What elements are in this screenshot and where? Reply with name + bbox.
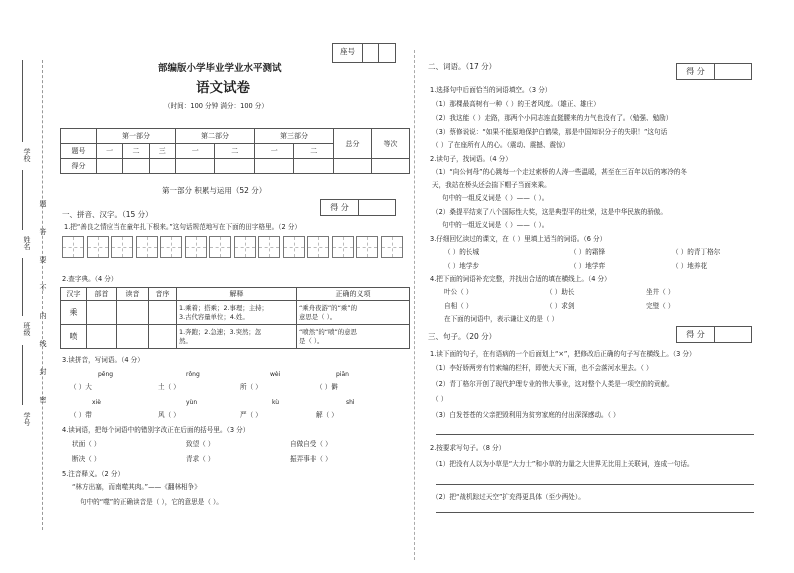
binding-blank[interactable] — [22, 258, 23, 316]
seal-warning-char: 答 — [39, 228, 47, 235]
score-cell[interactable] — [123, 159, 149, 174]
writing-grid-cell[interactable] — [209, 236, 231, 258]
score-head: 总分 — [334, 129, 372, 159]
column-divider — [414, 50, 415, 560]
binding-label-class: 班级 — [23, 322, 31, 336]
question-item: （2）我这能（ ）走路，那两个小同志连直挺腰来的力气也没有了。（勉强、勉励） — [432, 114, 673, 122]
dict-head: 部首 — [87, 288, 117, 301]
dict-char: 乘 — [61, 301, 87, 325]
meaning-line: 是（ ）。 — [299, 336, 324, 345]
binding-blank[interactable] — [22, 170, 23, 230]
score-box-value[interactable] — [715, 327, 751, 342]
part-numeral: 二 — [215, 144, 255, 159]
answer-line[interactable] — [436, 434, 754, 435]
question-text: 2.读句子，找词语。（4 分） — [430, 155, 512, 163]
writing-grid-cell[interactable] — [258, 236, 280, 258]
seat-label: 座号 — [333, 44, 363, 62]
question-text: 2.按要求写句子。（8 分） — [430, 444, 506, 452]
writing-grid-cell[interactable] — [307, 236, 329, 258]
section-heading: 一、拼音、汉字。（15 分） — [62, 210, 153, 219]
seat-cell[interactable] — [363, 44, 379, 62]
pinyin: kù — [272, 399, 280, 406]
part-numeral: 二 — [123, 144, 149, 159]
question-item: （2）桑提平结束了八个国际性大奖，这是典型平的壮荣，这是中华民族的骄傲。 — [432, 208, 667, 216]
question-item: （1）那棵最高树有一种（ ）的王者风度。（雄正、雄庄） — [432, 100, 600, 108]
score-cell[interactable] — [149, 159, 175, 174]
section-heading: 三、句子。（20 分） — [428, 332, 497, 341]
score-head: 第二部分 — [175, 129, 254, 144]
typo-item[interactable]: 自做自受（ ） — [290, 440, 332, 448]
question-text: 2.查字典。（4 分） — [62, 275, 118, 283]
typo-item[interactable]: 状面（ ） — [72, 440, 101, 448]
part-numeral: 三 — [149, 144, 175, 159]
score-cell[interactable] — [372, 159, 410, 174]
word-blank[interactable]: 严（ ） — [240, 411, 262, 419]
part-numeral: 二 — [294, 144, 334, 159]
score-summary-table — [60, 128, 410, 174]
question-item: （2）把“战机踪过天空”扩充得更具体（至少两处）。 — [432, 493, 585, 501]
score-head: 第一部分 — [97, 129, 176, 144]
question-item[interactable]: （ ） — [432, 395, 448, 403]
idiom-item[interactable]: 坐井（ ） — [646, 288, 675, 296]
score-cell[interactable] — [215, 159, 255, 174]
answer-cell[interactable] — [149, 325, 177, 349]
writing-grid-cell[interactable] — [356, 236, 378, 258]
binding-label-number: 学号 — [23, 412, 31, 426]
explanation-line: 3.古代容量单位；4.姓。 — [179, 312, 249, 321]
pinyin: yùn — [186, 399, 198, 406]
question-text: 1.选择句中后面恰当的词语填空。（3 分） — [430, 86, 552, 94]
idiom-item[interactable]: 自相（ ） — [444, 302, 473, 310]
word-blank[interactable]: （ ）大 — [70, 383, 92, 391]
seal-warning-char: 题 — [39, 200, 47, 207]
word-blank[interactable]: 土（ ） — [158, 383, 180, 391]
word-blank[interactable]: 所（ ） — [240, 383, 262, 391]
part-numeral: 一 — [254, 144, 294, 159]
answer-line[interactable] — [436, 512, 754, 513]
fill-item[interactable]: （ ）的长城 — [444, 248, 480, 256]
fill-item[interactable]: （ ）地养花 — [672, 262, 708, 270]
binding-margin — [0, 0, 50, 573]
question-item: （1）李好娇两旁有竹索编的栏杆，即使大天下雨，也不会落河水里去。（ ） — [432, 364, 653, 372]
typo-item[interactable]: 断决（ ） — [72, 455, 101, 463]
idiom-item[interactable]: 完璧（ ） — [646, 302, 675, 310]
word-blank[interactable]: 解（ ） — [316, 411, 338, 419]
word-blank[interactable]: （ ）僻 — [316, 383, 338, 391]
seal-warning-char: 不 — [39, 284, 47, 291]
question-item: （ ）了在座所有人的心。（震动、震撼、震惊） — [432, 141, 570, 149]
answer-cell[interactable] — [87, 325, 117, 349]
question-item: （1）把没有人以为小草是“大力士”和小草的力量之大世界无比用上关联词，连成一句话。 — [432, 460, 694, 468]
question-item: （2）青丁格尔开创了现代护理专业的伟大事业，这对整个人类是一项空前的贡献。 — [432, 380, 674, 388]
fill-item[interactable]: （ ）的青丁格尔 — [672, 248, 721, 256]
dict-explanation — [177, 325, 297, 349]
meaning-line: 意思是（ ）。 — [299, 312, 337, 321]
seat-cell[interactable] — [379, 44, 395, 62]
seal-warning-char: 要 — [39, 256, 47, 263]
dict-head: 解释 — [177, 288, 297, 301]
answer-cell[interactable] — [117, 301, 149, 325]
score-cell[interactable] — [334, 159, 372, 174]
score-box-part3 — [676, 326, 752, 343]
idiom-item[interactable]: （ ）助长 — [546, 288, 575, 296]
question-item: 在下面的词语中，表示谦让义的是（ ） — [444, 315, 559, 323]
explanation-line: 然。 — [179, 336, 192, 345]
fill-item[interactable]: （ ）的霜锋 — [570, 248, 606, 256]
answer-cell[interactable] — [87, 301, 117, 325]
typo-item[interactable]: 青求（ ） — [186, 455, 215, 463]
dict-head: 读音 — [117, 288, 149, 301]
row-label: 题号 — [61, 144, 97, 159]
seal-line — [42, 60, 43, 530]
binding-label-name: 姓名 — [23, 236, 31, 250]
question-text: 句中的“噬”的正确读音是（ ），它的意思是（ ）。 — [80, 498, 223, 506]
meaning-line: “乘舟夜游”的“乘”的 — [299, 303, 357, 312]
question-text: 4.把下面的词语补充完整，并找出合适的填在横线上。（4 分） — [430, 275, 611, 283]
part-numeral: 一 — [97, 144, 123, 159]
explanation-line: 1.乘着；搭乘；2.事理；主持； — [179, 303, 268, 312]
writing-grid-cell[interactable] — [234, 236, 256, 258]
pinyin: wèi — [270, 371, 281, 378]
binding-label-school: 学校 — [23, 148, 31, 162]
writing-grid-cell[interactable] — [87, 236, 109, 258]
fill-item[interactable]: （ ）地学步 — [444, 262, 480, 270]
score-box-label: 得 分 — [677, 327, 715, 342]
dict-char: 喷 — [61, 325, 87, 349]
writing-grid-cell[interactable] — [62, 236, 84, 258]
score-cell[interactable] — [254, 159, 294, 174]
writing-grid-cell[interactable] — [332, 236, 354, 258]
seat-number-box — [332, 43, 396, 63]
answer-cell[interactable] — [117, 325, 149, 349]
question-item: （3）蔡修说说：“如果不能原地保护白鹤梁，那是中国知识分子的失职！”这句话 — [432, 128, 668, 136]
question-item: 天，我站在桥头还会揣下帽子当面来乘。 — [432, 181, 551, 189]
word-blank[interactable]: 风（ ） — [158, 411, 180, 419]
dictionary-table — [60, 287, 410, 349]
question-text: 5.注音释义。（2 分） — [62, 470, 125, 478]
writing-grid-cell[interactable] — [283, 236, 305, 258]
seal-warning-char: 内 — [39, 312, 47, 319]
word-blank[interactable]: （ ）带 — [70, 411, 92, 419]
seal-warning-char: 线 — [39, 340, 47, 347]
score-box-value[interactable] — [359, 200, 395, 215]
part-numeral: 一 — [175, 144, 215, 159]
writing-grid-cell[interactable] — [381, 236, 403, 258]
pinyin: piān — [336, 371, 349, 378]
dict-head: 音序 — [149, 288, 177, 301]
score-cell[interactable] — [294, 159, 334, 174]
writing-grid-cell[interactable] — [136, 236, 158, 258]
binding-blank[interactable] — [22, 60, 23, 142]
question-text: 3.读拼音，写词语。（4 分） — [62, 356, 144, 364]
score-cell[interactable] — [97, 159, 123, 174]
answer-line[interactable] — [436, 484, 754, 485]
question-text: 1.把“善良之情应当在童年扎下根来。”这句话规范地写在下面的田字格里。（2 分） — [64, 223, 302, 231]
score-box-label: 得 分 — [321, 200, 359, 215]
question-text: 4.读词语，把每个词语中的错别字改正在后面的括号里。（3 分） — [62, 426, 250, 434]
meaning-line: “喷然”的“喷”的意思 — [299, 327, 357, 336]
idiom-item[interactable]: 叶公（ ） — [444, 288, 473, 296]
row-label: 得分 — [61, 159, 97, 174]
seal-warning-char: 密 — [39, 396, 47, 403]
score-cell[interactable] — [175, 159, 215, 174]
idiom-item[interactable]: （ ）求剑 — [546, 302, 575, 310]
score-box-part2 — [676, 63, 752, 80]
exam-title: 部编版小学毕业学业水平测试 — [158, 63, 282, 74]
typo-item[interactable]: 振弄事非（ ） — [290, 455, 332, 463]
question-text: 1.读下面的句子，在有语病的一个后面划上“×”，把修改后正确的句子写在横线上。（3 分） — [430, 350, 696, 358]
dict-head: 汉字 — [61, 288, 87, 301]
exam-meta: （时间：100 分钟 满分：100 分） — [164, 102, 268, 110]
dict-meaning — [297, 301, 410, 325]
typo-item[interactable]: 致望（ ） — [186, 440, 215, 448]
dict-head: 正确的义项 — [297, 288, 410, 301]
dict-meaning — [297, 325, 410, 349]
part1-heading: 第一部分 积累与运用（52 分） — [162, 186, 267, 195]
pinyin: pēng — [98, 371, 114, 378]
explanation-line: 1.奔跑；2.急速；3.突然；忽 — [179, 327, 262, 336]
writing-grid-cell[interactable] — [111, 236, 133, 258]
writing-grid-cell[interactable] — [185, 236, 207, 258]
question-item: （3）白发苍苍的父亲把毁利用为贫穷家庭的付出深深感动。（ ） — [432, 411, 620, 419]
score-box-part1 — [320, 199, 396, 216]
question-item: （1）“向公何母”的心跳每一个走过索桥的人涛一些温暖，甚至在三百年以后的寒冷的冬 — [432, 168, 687, 176]
pinyin: rǒng — [186, 371, 200, 378]
exam-subtitle: 语文试卷 — [196, 80, 250, 96]
question-item: 句中的一组近义词是（ ）——（ ）。 — [442, 221, 549, 229]
section-heading: 二、词语。（17 分） — [428, 62, 497, 71]
pinyin: shì — [346, 399, 355, 406]
classical-quote: “林方出塞，而南噬其肉。”——《翻林相争》 — [72, 483, 201, 491]
question-item: 句中的一组反义词是（ ）——（ ）。 — [442, 194, 549, 202]
answer-cell[interactable] — [149, 301, 177, 325]
pinyin: xiè — [92, 399, 101, 406]
fill-item[interactable]: （ ）地学弈 — [570, 262, 606, 270]
seal-warning-char: 封 — [39, 368, 47, 375]
score-box-label: 得 分 — [677, 64, 715, 79]
dict-explanation — [177, 301, 297, 325]
writing-grid-cell[interactable] — [160, 236, 182, 258]
score-head: 等次 — [372, 129, 410, 159]
score-box-value[interactable] — [715, 64, 751, 79]
score-head: 第三部分 — [254, 129, 333, 144]
question-text: 3.仔细回忆读过的课文，在（ ）里填上适当的词语。（6 分） — [430, 235, 607, 243]
binding-blank[interactable] — [22, 345, 23, 405]
